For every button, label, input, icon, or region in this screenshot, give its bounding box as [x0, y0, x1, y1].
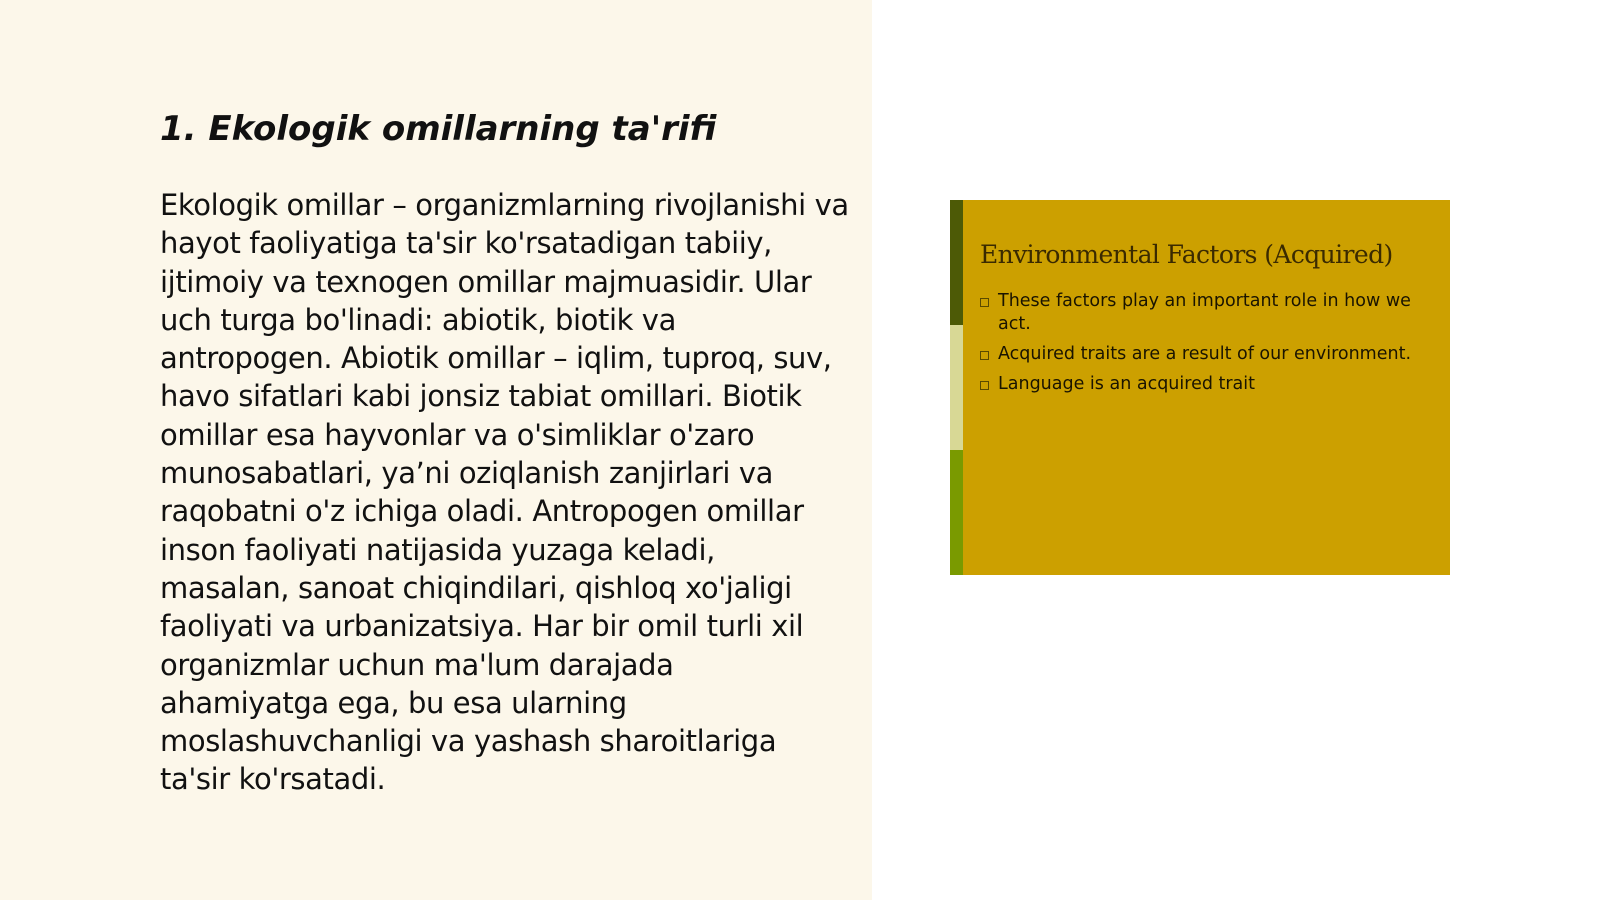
thumbnail-title: Environmental Factors (Acquired) [980, 240, 1393, 269]
square-bullet-icon [980, 351, 989, 360]
thumbnail-accent-bar-light [950, 325, 963, 450]
thumbnail-bullet-list [980, 290, 1420, 403]
thumbnail-accent-bar-dark [950, 200, 963, 325]
square-bullet-icon [980, 298, 989, 307]
thumbnail-bullet-text: These factors play an important role in how we act. [998, 291, 1411, 334]
thumbnail-bullet-text: Language is an acquired trait [998, 374, 1256, 394]
thumbnail-bullet-item [980, 373, 1420, 396]
slide-thumbnail-image [950, 200, 1450, 575]
slide-body-text: Ekologik omillar – organizmlarning rivojlanishi va hayot faoliyatiga ta'sir ko'rsatadigan tabiiy, ijtimoiy va texnogen omillar majmuasidir. Ular uch turga bo'linadi: abiotik, biotik va antropogen. Abiotik omillar – iqlim, tuproq, suv, havo sifatlari kabi jonsiz tabiat omillari. Biotik omillar esa hayvonlar va o'simliklar o'zaro munosabatlari, ya’ni oziqlanish zanjirlari va raqobatni o'z ichiga oladi. Antropogen omillar inson faoliyati natijasida yuzaga keladi, masalan, sanoat chiqindilari, qishloq xo'jaligi faoliyati va urbanizatsiya. Har bir omil turli xil organizmlar uchun ma'lum darajada ahamiyatga ega, bu esa ularning moslashuvchanligi va yashash sharoitlariga ta'sir ko'rsatadi. [160, 188, 849, 797]
slide-heading: 1. Ekologik omillarning ta'rifi [160, 109, 717, 149]
thumbnail-bullet-item [980, 343, 1420, 366]
thumbnail-bullet-text: Acquired traits are a result of our environment. [998, 344, 1412, 364]
thumbnail-bullet-item [980, 290, 1420, 336]
square-bullet-icon [980, 381, 989, 390]
